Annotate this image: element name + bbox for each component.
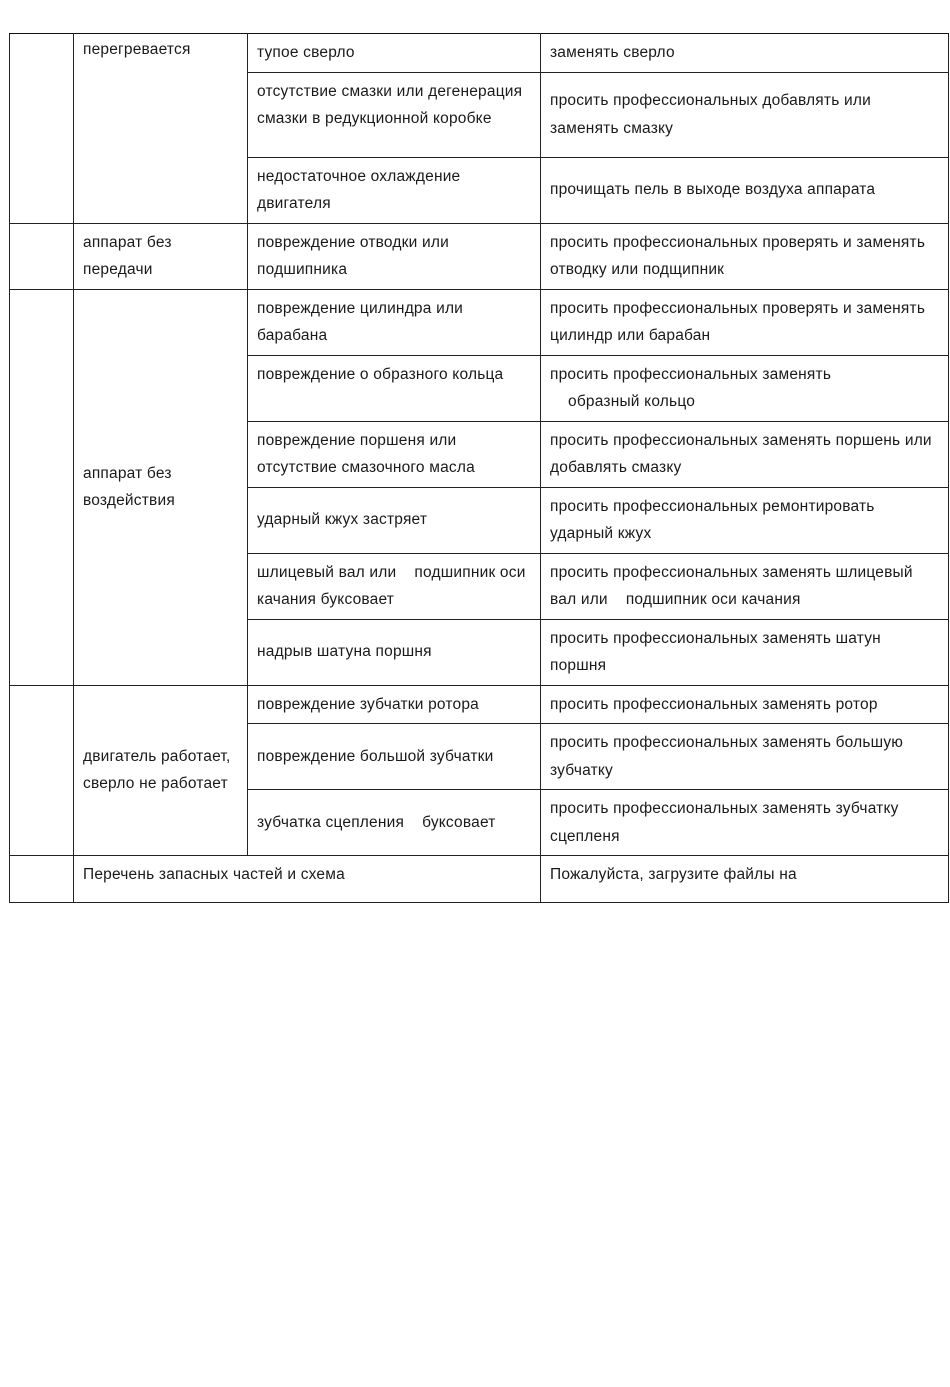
cause-cell: повреждение о образного кольца <box>248 355 541 421</box>
cause-cell: недостаточное охлаждение двигателя <box>248 157 541 223</box>
solution-cell: прочищать пель в выходе воздуха аппарата <box>541 157 949 223</box>
solution-cell: просить профессиональных заменять большую зубчатку <box>541 724 949 790</box>
solution-cell: просить профессиональных заменять ротор <box>541 685 949 724</box>
cause-cell: повреждение большой зубчатки <box>248 724 541 790</box>
cause-cell: повреждение цилиндра или барабана <box>248 289 541 355</box>
cause-cell: повреждение поршеня или отсутствие смазочного масла <box>248 421 541 487</box>
index-cell <box>10 223 74 289</box>
index-cell <box>10 34 74 224</box>
problem-cell: перегревается <box>74 34 248 224</box>
solution-cell: просить профессиональных добавлять или заменять смазку <box>541 72 949 157</box>
table-row <box>10 685 949 724</box>
solution-cell: заменять сверло <box>541 34 949 73</box>
solution-cell: просить профессиональных заменять поршень или добавлять смазку <box>541 421 949 487</box>
problem-cell: двигатель работает, сверло не работает <box>74 685 248 856</box>
document-page <box>9 33 948 903</box>
solution-cell: просить профессиональных заменять шатун поршня <box>541 619 949 685</box>
cause-cell: надрыв шатуна поршня <box>248 619 541 685</box>
solution-cell: просить профессиональных заменять шлицевый вал или подшипник оси качания <box>541 553 949 619</box>
table-row <box>10 856 949 903</box>
spare-parts-value: Пожалуйста, загрузите файлы на <box>541 856 949 903</box>
cause-cell: отсутствие смазки или дегенерация смазки в редукционной коробке <box>248 72 541 157</box>
solution-cell: просить профессиональных заменять образный кольцо <box>541 355 949 421</box>
index-cell <box>10 289 74 685</box>
solution-cell: просить профессиональных ремонтировать ударный кжух <box>541 487 949 553</box>
cause-cell: шлицевый вал или подшипник оси качания буксовает <box>248 553 541 619</box>
cause-cell: ударный кжух застряет <box>248 487 541 553</box>
cause-cell: тупое сверло <box>248 34 541 73</box>
index-cell <box>10 685 74 856</box>
cause-cell: повреждение зубчатки ротора <box>248 685 541 724</box>
table-row <box>10 223 949 289</box>
solution-cell: просить профессиональных проверять и заменять отводку или подщипник <box>541 223 949 289</box>
problem-cell: аппарат без передачи <box>74 223 248 289</box>
index-cell <box>10 856 74 903</box>
cause-cell: повреждение отводки или подшипника <box>248 223 541 289</box>
solution-cell: просить профессиональных проверять и заменять цилиндр или барабан <box>541 289 949 355</box>
troubleshooting-table <box>9 33 949 903</box>
table-row <box>10 289 949 355</box>
solution-cell: просить профессиональных заменять зубчатку сцепленя <box>541 790 949 856</box>
problem-cell: аппарат без воздействия <box>74 289 248 685</box>
cause-cell: зубчатка сцепления буксовает <box>248 790 541 856</box>
spare-parts-label: Перечень запасных частей и схема <box>74 856 541 903</box>
table-row <box>10 34 949 73</box>
